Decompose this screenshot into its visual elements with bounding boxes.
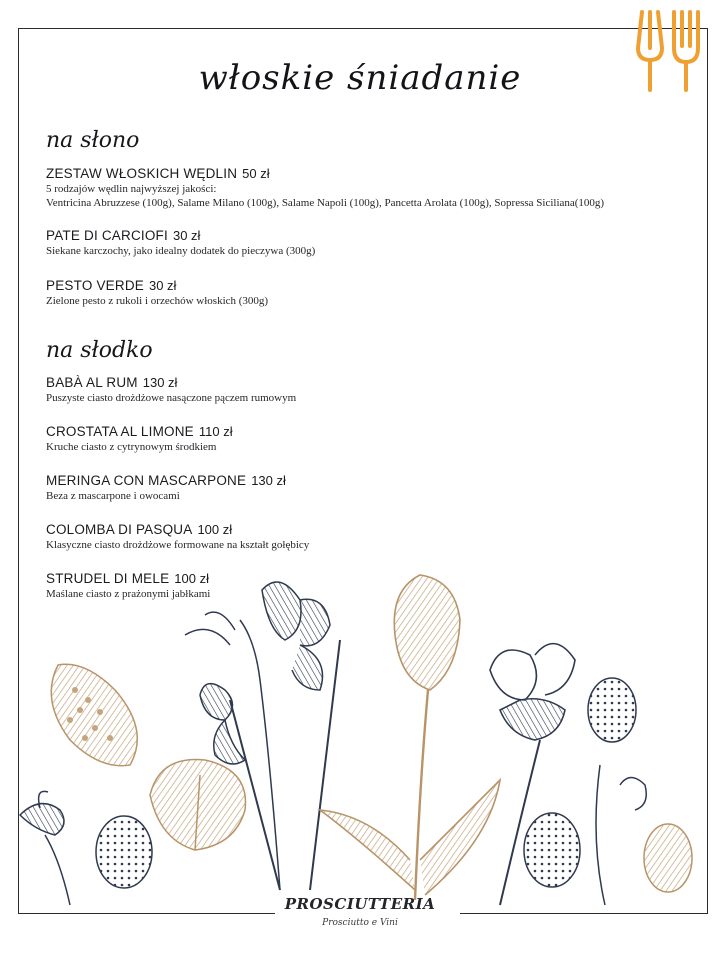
item-desc: Siekane karczochy, jako idealny dodatek do pieczywa (300g): [46, 245, 316, 257]
item-name: MERINGA CON MASCARPONE: [46, 473, 247, 488]
item-desc: Klasyczne ciasto drożdżowe formowane na kształt gołębicy: [46, 539, 310, 551]
item-name: PATE DI CARCIOFI: [46, 228, 168, 243]
menu-item: [46, 225, 315, 258]
item-desc: 5 rodzajów wędlin najwyższej jakości:: [46, 183, 217, 195]
item-name: ZESTAW WŁOSKICH WĘDLIN: [46, 166, 238, 181]
speckled-egg-icon: [524, 813, 580, 887]
item-desc: Zielone pesto z rukoli i orzechów włoskich (300g): [46, 295, 269, 307]
menu-item: [46, 163, 604, 210]
item-price: 50 zł: [242, 166, 270, 181]
item-name: PESTO VERDE: [46, 278, 144, 293]
item-price: 130 zł: [251, 473, 286, 488]
menu-item: [46, 519, 309, 552]
item-price: 110 zł: [198, 424, 233, 439]
item-price: 30 zł: [172, 228, 201, 243]
menu-item: [46, 470, 286, 503]
violet-flower-icon: [200, 684, 245, 764]
section-heading-savory: na słono: [46, 128, 140, 153]
item-name: STRUDEL DI MELE: [46, 571, 170, 586]
speckled-egg-icon: [96, 816, 152, 888]
fork-knife-logo-icon: [630, 8, 706, 94]
item-price: 130 zł: [142, 375, 178, 390]
item-price: 100 zł: [174, 571, 209, 586]
gold-feather-leaf-icon: [51, 664, 137, 765]
snowdrop-flower-icon: [596, 765, 646, 905]
page-title: włoskie śniadanie: [198, 58, 522, 98]
item-name: CROSTATA AL LIMONE: [46, 424, 194, 439]
brand-name: PROSCIUTTERIA: [284, 895, 436, 913]
item-name: BABÀ AL RUM: [46, 375, 138, 390]
speckled-egg-icon: [588, 678, 636, 742]
gold-round-leaf-icon: [150, 759, 246, 850]
menu-item: [46, 275, 268, 308]
item-desc: Beza z mascarpone i owocami: [46, 490, 180, 502]
cyclamen-flower-icon: [20, 791, 70, 905]
item-desc: Puszyste ciasto drożdżowe nasączone pączem rumowym: [46, 392, 297, 404]
brand-tagline: Prosciutto e Vini: [322, 918, 398, 928]
section-heading-sweet: na słodko: [46, 338, 153, 363]
item-desc: Maślane ciasto z prażonymi jabłkami: [46, 588, 211, 600]
item-desc: Ventricina Abruzzese (100g), Salame Milano (100g), Salame Napoli (100g), Pancetta Arolata (100g), Sopressa Siciliana(100g): [46, 197, 605, 209]
item-desc: Kruche ciasto z cytrynowym środkiem: [46, 441, 217, 453]
tulip-flower-icon: [320, 575, 500, 900]
gold-egg-icon: [644, 824, 692, 892]
menu-item: [46, 372, 296, 405]
item-price: 30 zł: [148, 278, 177, 293]
menu-item: [46, 421, 233, 454]
item-price: 100 zł: [197, 522, 233, 537]
item-name: COLOMBA DI PASQUA: [46, 522, 193, 537]
